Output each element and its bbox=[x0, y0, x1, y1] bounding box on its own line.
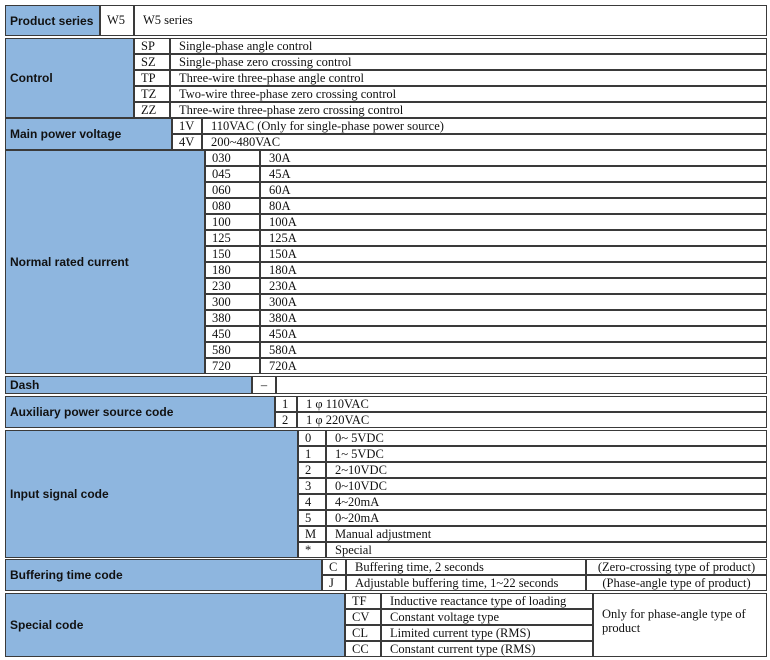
normal-rated-current-code: 100 bbox=[205, 214, 260, 230]
control-desc: Three-wire three-phase angle control bbox=[170, 70, 767, 86]
input-signal-code-desc: 0~ 5VDC bbox=[326, 430, 767, 446]
normal-rated-current-code: 300 bbox=[205, 294, 260, 310]
special-code-code: TF bbox=[345, 593, 381, 609]
control-desc: Two-wire three-phase zero crossing control bbox=[170, 86, 767, 102]
input-signal-code-desc: Special bbox=[326, 542, 767, 558]
normal-rated-current-code: 380 bbox=[205, 310, 260, 326]
input-signal-code-code: 1 bbox=[298, 446, 326, 462]
normal-rated-current-desc: 380A bbox=[260, 310, 767, 326]
buffering-time-code-code: C bbox=[322, 559, 346, 575]
normal-rated-current-code: 125 bbox=[205, 230, 260, 246]
special-code-label: Special code bbox=[5, 593, 345, 657]
special-code-desc: Constant current type (RMS) bbox=[381, 641, 593, 657]
buffering-time-code-code: J bbox=[322, 575, 346, 591]
input-signal-code-code: M bbox=[298, 526, 326, 542]
buffering-time-code-desc: Buffering time, 2 seconds bbox=[346, 559, 586, 575]
input-signal-code-desc: 1~ 5VDC bbox=[326, 446, 767, 462]
main-power-voltage-label: Main power voltage bbox=[5, 118, 172, 150]
input-signal-code-code: 0 bbox=[298, 430, 326, 446]
dash-label: Dash bbox=[5, 376, 252, 394]
control-desc: Three-wire three-phase zero crossing control bbox=[170, 102, 767, 118]
normal-rated-current-code: 030 bbox=[205, 150, 260, 166]
normal-rated-current-desc: 150A bbox=[260, 246, 767, 262]
normal-rated-current-code: 230 bbox=[205, 278, 260, 294]
auxiliary-power-source-code-code: 1 bbox=[275, 396, 297, 412]
auxiliary-power-source-code-desc: 1 φ 110VAC bbox=[297, 396, 767, 412]
input-signal-code-desc: 0~10VDC bbox=[326, 478, 767, 494]
auxiliary-power-source-code-desc: 1 φ 220VAC bbox=[297, 412, 767, 428]
normal-rated-current-desc: 45A bbox=[260, 166, 767, 182]
dash-code: – bbox=[252, 376, 276, 394]
control-label: Control bbox=[5, 38, 134, 118]
normal-rated-current-desc: 60A bbox=[260, 182, 767, 198]
normal-rated-current-desc: 720A bbox=[260, 358, 767, 374]
product-series-label: Product series bbox=[5, 5, 100, 36]
control-code: TP bbox=[134, 70, 170, 86]
normal-rated-current-desc: 230A bbox=[260, 278, 767, 294]
normal-rated-current-desc: 125A bbox=[260, 230, 767, 246]
product-series-code: W5 bbox=[100, 5, 134, 36]
main-power-voltage-code: 1V bbox=[172, 118, 202, 134]
input-signal-code-desc: 0~20mA bbox=[326, 510, 767, 526]
buffering-time-code-note: (Phase-angle type of product) bbox=[586, 575, 767, 591]
auxiliary-power-source-code-code: 2 bbox=[275, 412, 297, 428]
normal-rated-current-code: 580 bbox=[205, 342, 260, 358]
special-code-desc: Constant voltage type bbox=[381, 609, 593, 625]
main-power-voltage-code: 4V bbox=[172, 134, 202, 150]
product-series-desc: W5 series bbox=[134, 5, 767, 36]
normal-rated-current-desc: 80A bbox=[260, 198, 767, 214]
normal-rated-current-code: 045 bbox=[205, 166, 260, 182]
special-code-desc: Inductive reactance type of loading bbox=[381, 593, 593, 609]
normal-rated-current-code: 080 bbox=[205, 198, 260, 214]
main-power-voltage-desc: 200~480VAC bbox=[202, 134, 767, 150]
normal-rated-current-code: 450 bbox=[205, 326, 260, 342]
input-signal-code-code: 5 bbox=[298, 510, 326, 526]
input-signal-code-desc: 4~20mA bbox=[326, 494, 767, 510]
normal-rated-current-code: 150 bbox=[205, 246, 260, 262]
special-code-desc: Limited current type (RMS) bbox=[381, 625, 593, 641]
input-signal-code-desc: 2~10VDC bbox=[326, 462, 767, 478]
normal-rated-current-desc: 580A bbox=[260, 342, 767, 358]
input-signal-code-code: * bbox=[298, 542, 326, 558]
normal-rated-current-desc: 180A bbox=[260, 262, 767, 278]
control-code: ZZ bbox=[134, 102, 170, 118]
control-code: SP bbox=[134, 38, 170, 54]
buffering-time-code-label: Buffering time code bbox=[5, 559, 322, 591]
normal-rated-current-code: 720 bbox=[205, 358, 260, 374]
normal-rated-current-desc: 450A bbox=[260, 326, 767, 342]
special-code-code: CC bbox=[345, 641, 381, 657]
auxiliary-power-source-code-label: Auxiliary power source code bbox=[5, 396, 275, 428]
input-signal-code-code: 3 bbox=[298, 478, 326, 494]
normal-rated-current-desc: 100A bbox=[260, 214, 767, 230]
control-desc: Single-phase angle control bbox=[170, 38, 767, 54]
normal-rated-current-label: Normal rated current bbox=[5, 150, 205, 374]
dash-spacer bbox=[276, 376, 767, 394]
normal-rated-current-desc: 300A bbox=[260, 294, 767, 310]
input-signal-code-code: 2 bbox=[298, 462, 326, 478]
control-code: SZ bbox=[134, 54, 170, 70]
buffering-time-code-desc: Adjustable buffering time, 1~22 seconds bbox=[346, 575, 586, 591]
input-signal-code-label: Input signal code bbox=[5, 430, 298, 558]
special-code-code: CV bbox=[345, 609, 381, 625]
normal-rated-current-code: 180 bbox=[205, 262, 260, 278]
control-code: TZ bbox=[134, 86, 170, 102]
buffering-time-code-note: (Zero-crossing type of product) bbox=[586, 559, 767, 575]
special-code-note: Only for phase-angle type of product bbox=[593, 593, 767, 657]
normal-rated-current-desc: 30A bbox=[260, 150, 767, 166]
control-desc: Single-phase zero crossing control bbox=[170, 54, 767, 70]
main-power-voltage-desc: 110VAC (Only for single-phase power source) bbox=[202, 118, 767, 134]
special-code-code: CL bbox=[345, 625, 381, 641]
normal-rated-current-code: 060 bbox=[205, 182, 260, 198]
input-signal-code-desc: Manual adjustment bbox=[326, 526, 767, 542]
input-signal-code-code: 4 bbox=[298, 494, 326, 510]
